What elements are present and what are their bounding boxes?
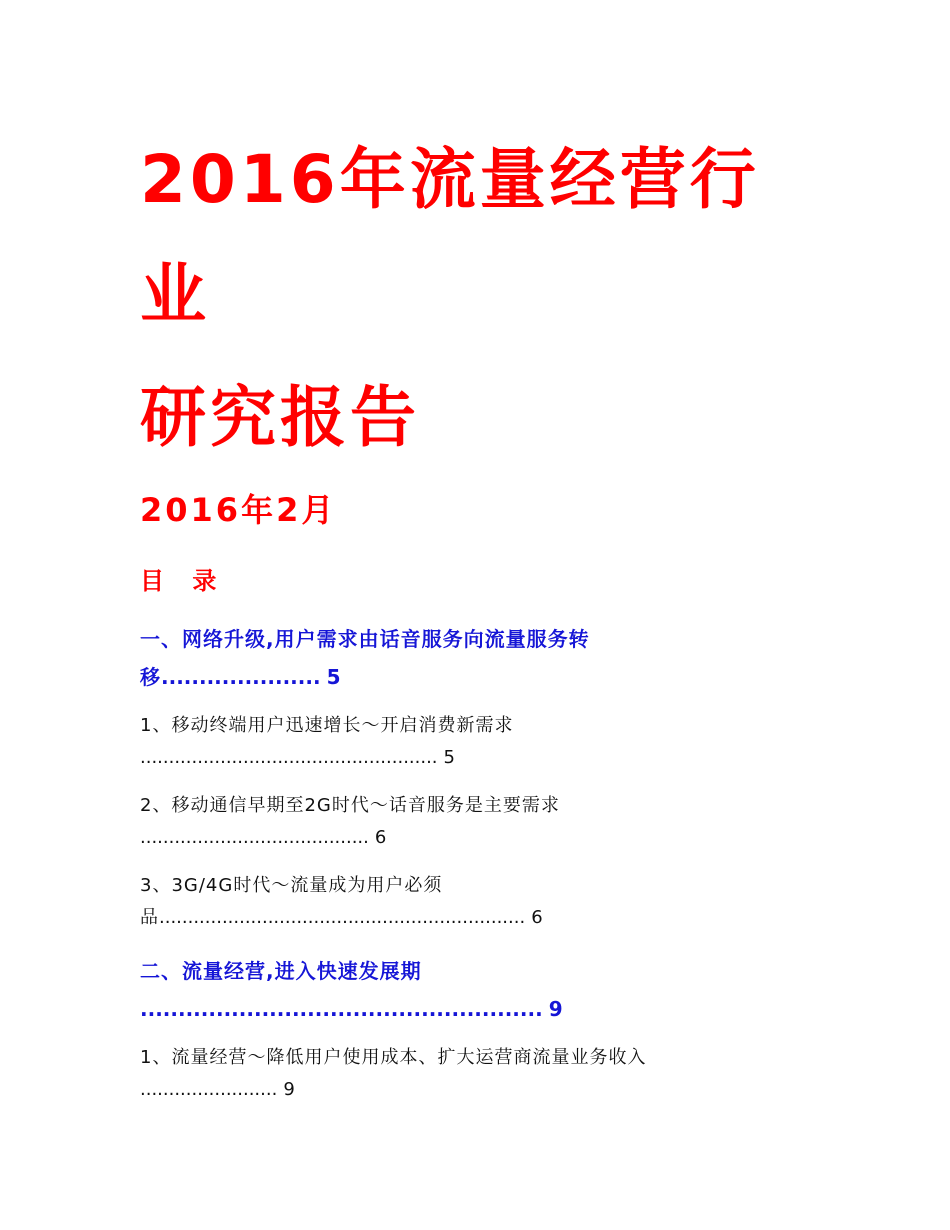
toc-page-number: 6 <box>374 827 388 848</box>
report-title-line-3: 研究报告 <box>140 379 420 456</box>
toc-entry-leader-line <box>140 1074 820 1106</box>
toc-dot-leader: ........................ <box>140 1079 278 1100</box>
toc-entry-title: 1、移动终端用户迅速增长～开启消费新需求 <box>140 715 514 736</box>
toc-entry[interactable] <box>140 870 820 934</box>
toc-entry[interactable] <box>140 1042 820 1106</box>
toc-entry-title: 2、移动通信早期至2G时代～话音服务是主要需求 <box>140 795 560 816</box>
toc-entry-title: 一、网络升级,用户需求由话音服务向流量服务转 <box>140 627 590 651</box>
report-title-line-1: 2016年流量经营行 <box>140 141 760 218</box>
toc-dot-leader: .................................................... <box>140 747 438 768</box>
toc-entry-leader-line <box>140 902 820 934</box>
toc-page-number: 9 <box>283 1079 296 1100</box>
toc-dot-leader: ........................................ <box>140 827 369 848</box>
toc-page-number: 6 <box>531 907 544 928</box>
toc-entry-title: 1、流量经营～降低用户使用成本、扩大运营商流量业务收入 <box>140 1047 647 1068</box>
toc-page-number: 5 <box>443 747 456 768</box>
toc-entry-leader-line <box>140 742 820 774</box>
report-title-line-2: 业 <box>140 256 210 333</box>
toc-dot-leader: ................................................................ <box>159 907 526 928</box>
toc-page-number: 5 <box>326 665 342 689</box>
toc-entry-title-continued: 品 <box>140 907 159 928</box>
toc-entry[interactable] <box>140 790 820 854</box>
toc-entry[interactable] <box>140 952 820 1028</box>
toc-entry-leader-line <box>140 990 820 1028</box>
toc-heading: 目 录 <box>140 567 227 595</box>
toc-entry-leader-line <box>140 822 820 854</box>
toc-entry-leader-line <box>140 658 820 696</box>
toc-entry-title: 3、3G/4G时代～流量成为用户必须 <box>140 875 443 896</box>
toc-page-number: 9 <box>548 997 564 1021</box>
toc-dot-leader: ..................... <box>161 665 321 689</box>
toc-entry[interactable] <box>140 710 820 774</box>
toc-dot-leader: ..................................................... <box>140 997 543 1021</box>
report-date: 2016年2月 <box>140 491 337 529</box>
toc-entry-title-continued: 移 <box>140 665 161 689</box>
toc-entry-title: 二、流量经营,进入快速发展期 <box>140 959 422 983</box>
toc-entry[interactable] <box>140 620 820 696</box>
